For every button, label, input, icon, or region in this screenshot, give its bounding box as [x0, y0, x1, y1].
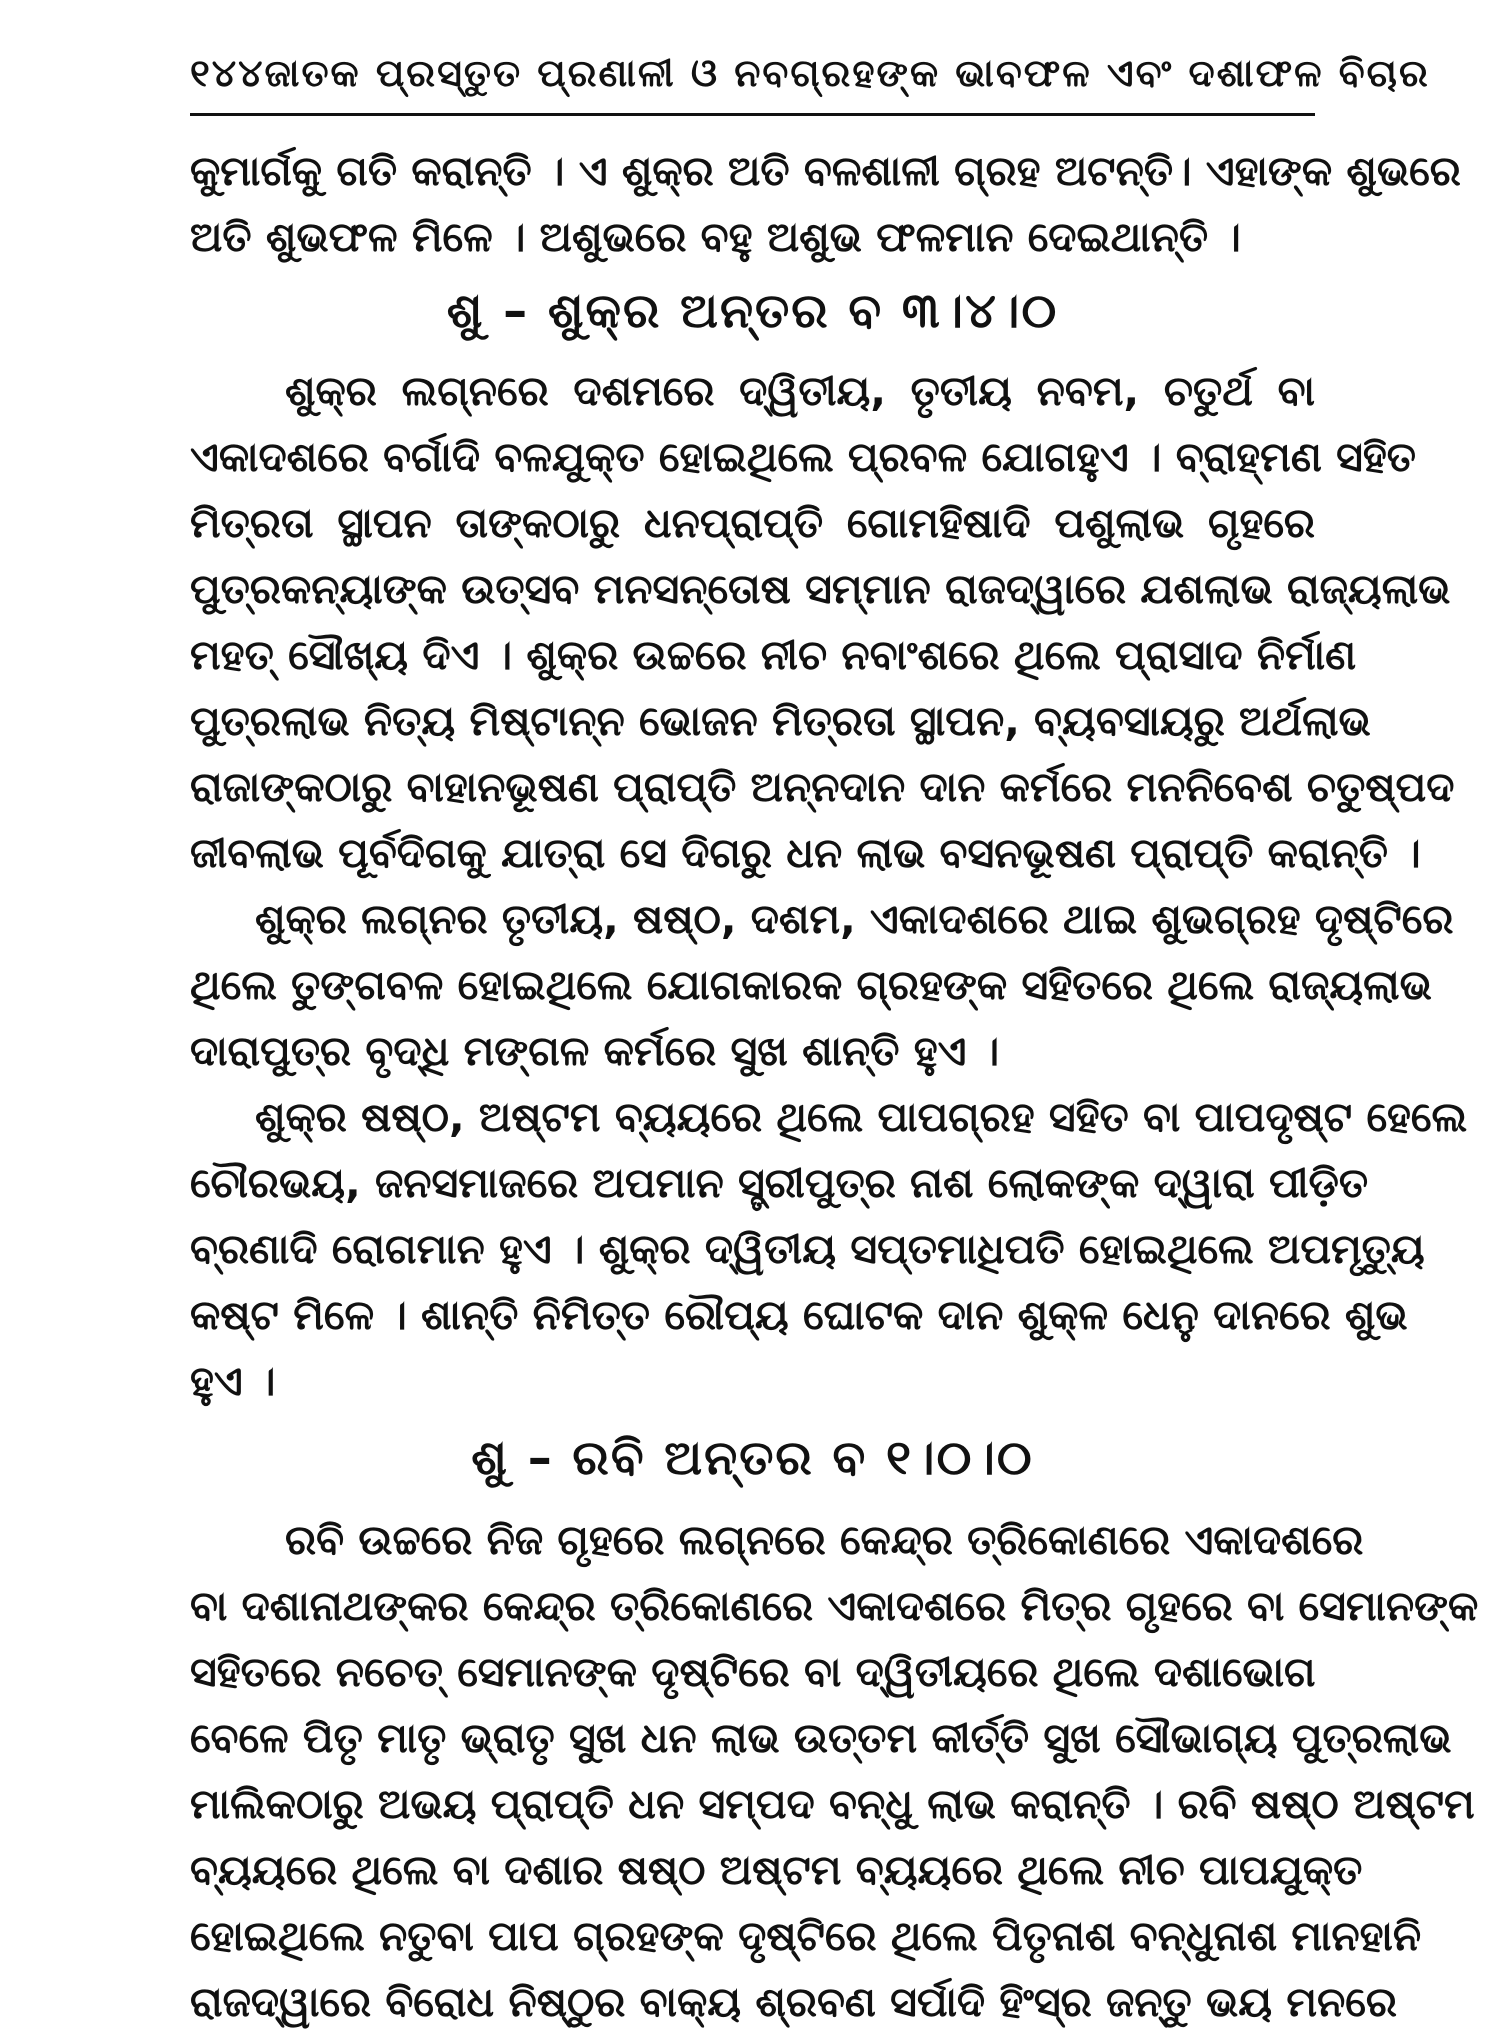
text-line: ଏକାଦଶରେ ବର୍ଗାଦି ବଳଯୁକ୍ତ ହୋଇଥିଲେ ପ୍ରବଳ ଯୋଗହୁଏ । ବ୍ରାହ୍ମଣ ସହିତ — [190, 433, 1416, 481]
text-line: ଶୁକ୍ର ଲଗ୍ନର ତୃତୀୟ, ଷଷ୍ଠ, ଦଶମ, ଏକାଦଶରେ ଥାଇ ଶୁଭଗ୍ରହ ଦୃଷ୍ଟିରେ — [255, 895, 1454, 943]
text-line: ଥିଲେ ତୁଙ୍ଗବଳ ହୋଇଥିଲେ ଯୋଗକାରକ ଗ୍ରହଙ୍କ ସହିତରେ ଥିଲେ ରାଜ୍ୟଲାଭ — [190, 961, 1432, 1009]
page-number: ୧୪୪ — [190, 50, 265, 95]
text-line: ଦାରାପୁତ୍ର ବୃଦ୍ଧି ମଙ୍ଗଳ କର୍ମରେ ସୁଖ ଶାନ୍ତି ହୁଏ । — [190, 1027, 1000, 1075]
text-line: ପୁତ୍ରଲାଭ ନିତ୍ୟ ମିଷ୍ଟାନ୍ନ ଭୋଜନ ମିତ୍ରତା ସ୍ଥାପନ, ବ୍ୟବସାୟରୁ ଅର୍ଥଲାଭ — [190, 697, 1371, 745]
text-line: ମାଲିକଠାରୁ ଅଭୟ ପ୍ରାପ୍ତି ଧନ ସମ୍ପଦ ବନ୍ଧୁ ଲାଭ କରାନ୍ତି । ରବି ଷଷ୍ଠ ଅଷ୍ଟମ — [190, 1780, 1475, 1828]
text-line: ହୁଏ । — [190, 1357, 276, 1405]
text-line: ଶୁକ୍ର ଷଷ୍ଠ, ଅଷ୍ଟମ ବ୍ୟୟରେ ଥିଲେ ପାପଗ୍ରହ ସହିତ ବା ପାପଦୃଷ୍ଟ ହେଲେ — [255, 1093, 1468, 1141]
text-line: ହୋଇଥିଲେ ନତୁବା ପାପ ଗ୍ରହଙ୍କ ଦୃଷ୍ଟିରେ ଥିଲେ ପିତୃନାଶ ବନ୍ଧୁନାଶ ମାନହାନି — [190, 1912, 1422, 1960]
text-line: ଶୁକ୍ର ଲଗ୍ନରେ ଦଶମରେ ଦ୍ୱିତୀୟ, ତୃତୀୟ ନବମ, ଚତୁର୍ଥ ବା — [285, 367, 1315, 415]
section-heading: ଶୁ – ଶୁକ୍ର ଅନ୍ତର ବ ୩।୪।୦ — [446, 283, 1059, 339]
text-line: ରବି ଉଚ୍ଚରେ ନିଜ ଗୃହରେ ଲଗ୍ନରେ କେନ୍ଦ୍ର ତ୍ରିକୋଣରେ ଏକାଦଶରେ — [285, 1516, 1364, 1564]
text-line: ବ୍ରଣାଦି ରୋଗମାନ ହୁଏ । ଶୁକ୍ର ଦ୍ୱିତୀୟ ସପ୍ତମାଧିପତି ହୋଇଥିଲେ ଅପମୃତ୍ୟୁ — [190, 1225, 1425, 1273]
text-line: କୁମାର୍ଗକୁ ଗତି କରାନ୍ତି । ଏ ଶୁକ୍ର ଅତି ବଳଶାଳୀ ଗ୍ରହ ଅଟନ୍ତି। ଏହାଙ୍କ ଶୁଭରେ — [190, 147, 1461, 195]
text-line: ରାଜଦ୍ୱାରେ ବିରୋଧ ନିଷ୍ଠୁର ବାକ୍ୟ ଶ୍ରବଣ ସର୍ପାଦି ହିଂସ୍ର ଜନ୍ତୁ ଭୟ ମନରେ — [190, 1978, 1397, 2026]
text-line: ମହତ୍ ସୌଖ୍ୟ ଦିଏ । ଶୁକ୍ର ଉଚ୍ଚରେ ନୀଚ ନବାଂଶରେ ଥିଲେ ପ୍ରାସାଦ ନିର୍ମାଣ — [190, 631, 1357, 679]
text-line: ରାଜାଙ୍କଠାରୁ ବାହାନଭୂଷଣ ପ୍ରାପ୍ତି ଅନ୍ନଦାନ ଦାନ କର୍ମରେ ମନନିବେଶ ଚତୁଷ୍ପଦ — [190, 763, 1455, 811]
page-header — [190, 38, 1430, 108]
running-title: ଜାତକ ପ୍ରସ୍ତୁତ ପ୍ରଣାଳୀ ଓ ନବଗ୍ରହଙ୍କ ଭାବଫଳ ଏବଂ ଦଶାଫଳ ବିଚାର — [264, 50, 1430, 95]
section-heading: ଶୁ – ରବି ଅନ୍ତର ବ ୧।୦।୦ — [471, 1430, 1034, 1486]
text-line: ଚୌରଭୟ, ଜନସମାଜରେ ଅପମାନ ସ୍ତ୍ରୀପୁତ୍ର ନାଶ ଲୋକଙ୍କ ଦ୍ୱାରା ପୀଡ଼ିତ — [190, 1159, 1369, 1207]
text-line: ମିତ୍ରତା ସ୍ଥାପନ ତାଙ୍କଠାରୁ ଧନପ୍ରାପ୍ତି ଗୋମହିଷାଦି ପଶୁଲାଭ ଗୃହରେ — [190, 499, 1315, 547]
text-line: ବେଳେ ପିତୃ ମାତୃ ଭ୍ରାତୃ ସୁଖ ଧନ ଲାଭ ଉତ୍ତମ କୀର୍ତ୍ତି ସୁଖ ସୌଭାଗ୍ୟ ପୁତ୍ରଲାଭ — [190, 1714, 1452, 1762]
text-line: ଅତି ଶୁଭଫଳ ମିଳେ । ଅଶୁଭରେ ବହୁ ଅଶୁଭ ଫଳମାନ ଦେଇଥାନ୍ତି । — [190, 213, 1241, 261]
text-line: କଷ୍ଟ ମିଳେ । ଶାନ୍ତି ନିମିତ୍ତ ରୌପ୍ୟ ଘୋଟକ ଦାନ ଶୁକ୍ଳ ଧେନୁ ଦାନରେ ଶୁଭ — [190, 1291, 1408, 1339]
text-line: ବ୍ୟୟରେ ଥିଲେ ବା ଦଶାର ଷଷ୍ଠ ଅଷ୍ଟମ ବ୍ୟୟରେ ଥିଲେ ନୀଚ ପାପଯୁକ୍ତ — [190, 1846, 1363, 1894]
text-line: ପୁତ୍ରକନ୍ୟାଙ୍କ ଉତ୍ସବ ମନସନ୍ତୋଷ ସମ୍ମାନ ରାଜଦ୍ୱାରେ ଯଶଲାଭ ରାଜ୍ୟଲାଭ — [190, 565, 1451, 613]
text-line: ସହିତରେ ନଚେତ୍ ସେମାନଙ୍କ ଦୃଷ୍ଟିରେ ବା ଦ୍ୱିତୀୟରେ ଥିଲେ ଦଶାଭୋଗ — [190, 1648, 1316, 1696]
header-rule — [190, 113, 1315, 116]
text-line: ଜୀବଲାଭ ପୂର୍ବଦିଗକୁ ଯାତ୍ରା ସେ ଦିଗରୁ ଧନ ଲାଭ ବସନଭୂଷଣ ପ୍ରାପ୍ତି କରାନ୍ତି । — [190, 829, 1421, 877]
text-line: ବା ଦଶାନାଥଙ୍କର କେନ୍ଦ୍ର ତ୍ରିକୋଣରେ ଏକାଦଶରେ ମିତ୍ର ଗୃହରେ ବା ସେମାନଙ୍କ — [190, 1582, 1479, 1630]
